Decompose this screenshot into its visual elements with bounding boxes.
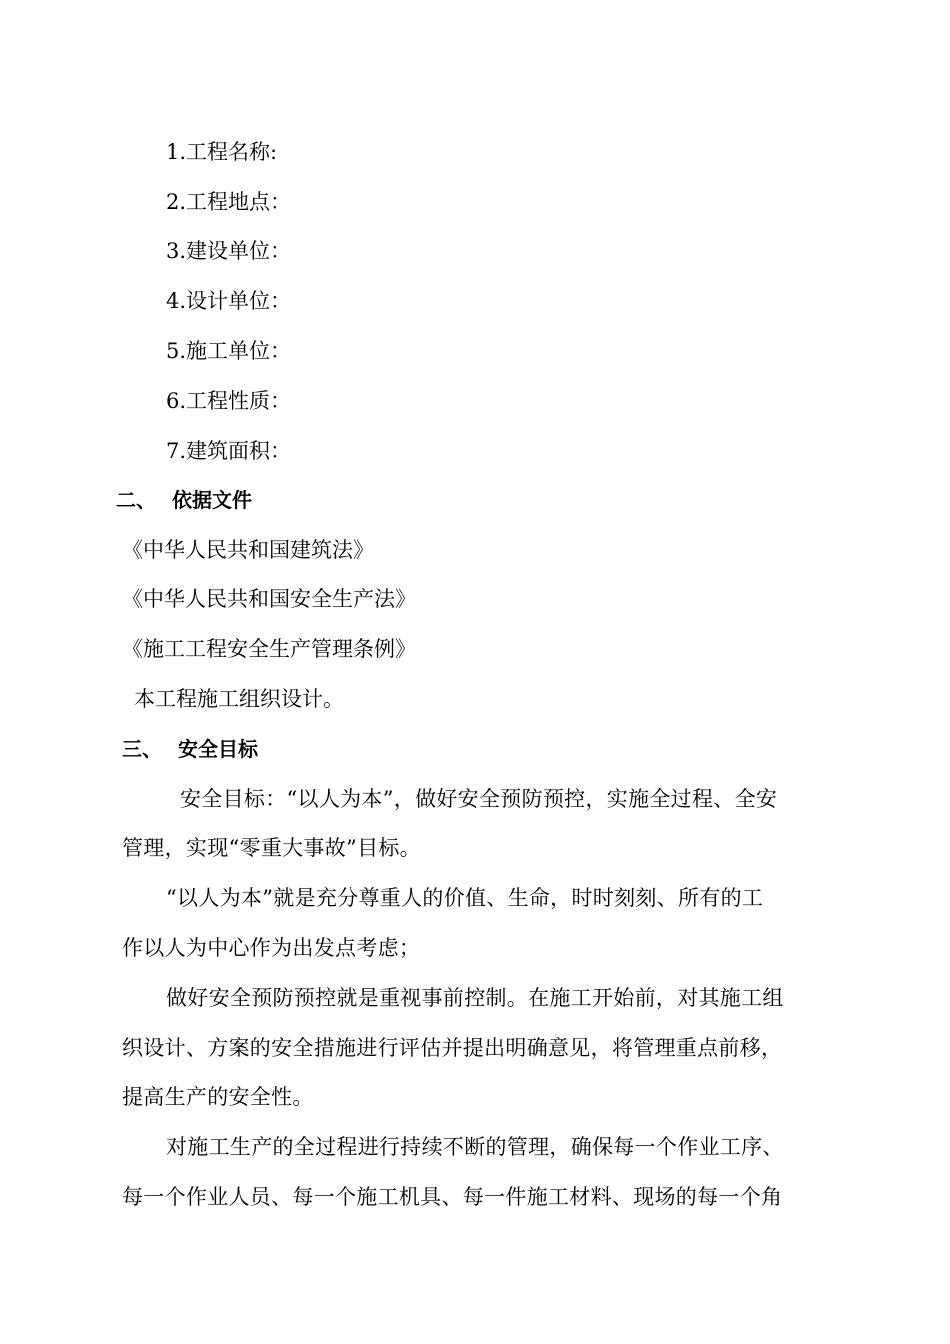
paragraph-line: 作以人为中心作为出发点考虑；: [122, 936, 421, 960]
paragraph-line: 管理，实现“零重大事故”目标。: [122, 836, 421, 860]
paragraph-line: 做好安全预防预控就是重视事前控制。在施工开始前，对其施工组: [166, 986, 784, 1010]
paragraph-line: 每一个作业人员、每一个施工机具、每一件施工材料、现场的每一个角: [122, 1185, 783, 1209]
reference-document: 《中华人民共和国建筑法》: [122, 538, 374, 562]
paragraph-line: 对施工生产的全过程进行持续不断的管理，确保每一个作业工序、: [166, 1135, 784, 1159]
section3-title: 安全目标: [178, 737, 258, 761]
paragraph-line: 安全目标：“以人为本”，做好安全预防预控，实施全过程、全安: [180, 787, 778, 811]
paragraph-line: 提高生产的安全性。: [122, 1085, 314, 1109]
project-name-label: 1.工程名称:: [166, 140, 278, 164]
building-area-label: 7.建筑面积：: [166, 439, 292, 463]
section3-heading: [122, 734, 258, 764]
project-location-label: 2.工程地点：: [166, 190, 292, 214]
section2-title: 依据文件: [172, 488, 252, 512]
section2-number: 二、: [116, 488, 156, 512]
reference-document: 本工程施工组织设计。: [134, 687, 344, 711]
reference-document: 《中华人民共和国安全生产法》: [122, 587, 416, 611]
paragraph-line: “以人为本”就是充分尊重人的价值、生命，时时刻刻、所有的工: [166, 886, 764, 910]
paragraph-line: 织设计、方案的安全措施进行评估并提出明确意见，将管理重点前移，: [122, 1036, 783, 1060]
project-nature-label: 6.工程性质：: [166, 389, 292, 413]
construction-unit-label: 3.建设单位：: [166, 239, 292, 263]
reference-document: 《施工工程安全生产管理条例》: [122, 637, 416, 661]
design-unit-label: 4.设计单位：: [166, 289, 292, 313]
contractor-label: 5.施工单位：: [166, 339, 292, 363]
section3-number: 三、: [122, 737, 162, 761]
section2-heading: [116, 485, 252, 515]
